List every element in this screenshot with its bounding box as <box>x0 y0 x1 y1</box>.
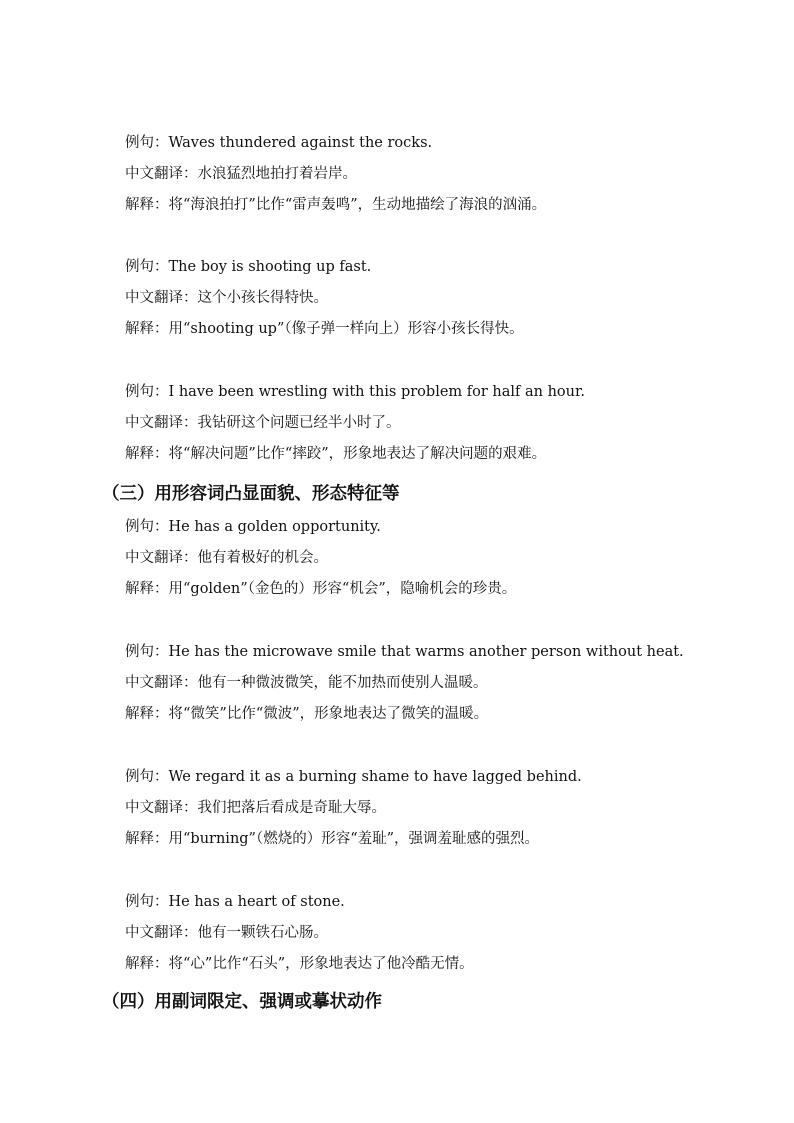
example-4 <box>125 512 765 605</box>
example-translation: 中文翻译：他有一颗铁石心肠。 <box>125 925 328 941</box>
example-explanation: 解释：将“心”比作“石头”，形象地表达了他冷酷无情。 <box>125 956 474 972</box>
example-translation: 中文翻译：这个小孩长得特快。 <box>125 290 328 306</box>
example-explanation: 解释：将“微笑”比作“微波”，形象地表达了微笑的温暖。 <box>125 706 489 722</box>
example-sentence: 例句：He has a heart of stone. <box>125 894 345 910</box>
example-3 <box>125 377 765 470</box>
example-sentence: 例句：We regard it as a burning shame to have lagged behind. <box>125 769 582 785</box>
example-2 <box>125 252 765 345</box>
example-explanation: 解释：用“golden”（金色的）形容“机会”，隐喻机会的珍贵。 <box>125 581 517 597</box>
example-explanation: 解释：将“解决问题”比作“摔跤”，形象地表达了解决问题的艰难。 <box>125 446 547 462</box>
example-1 <box>125 128 765 221</box>
example-explanation: 解释：用“shooting up”（像子弹一样向上）形容小孩长得快。 <box>125 321 524 337</box>
example-sentence: 例句：The boy is shooting up fast. <box>125 259 372 275</box>
example-explanation: 解释：将“海浪拍打”比作“雷声轰鸣”，生动地描绘了海浪的汹涌。 <box>125 197 547 213</box>
example-translation: 中文翻译：他有着极好的机会。 <box>125 550 328 566</box>
example-7 <box>125 887 765 980</box>
example-sentence: 例句：He has a golden opportunity. <box>125 519 381 535</box>
example-6 <box>125 762 765 855</box>
example-sentence: 例句：He has the microwave smile that warms another person without heat. <box>125 644 684 660</box>
example-sentence: 例句：I have been wrestling with this problem for half an hour. <box>125 384 585 400</box>
example-translation: 中文翻译：我钻研这个问题已经半小时了。 <box>125 415 401 431</box>
example-translation: 中文翻译：我们把落后看成是奇耻大辱。 <box>125 800 386 816</box>
example-translation: 中文翻译：他有一种微波微笑，能不加热而使别人温暖。 <box>125 675 488 691</box>
example-explanation: 解释：用“burning”（燃烧的）形容“羞耻”，强调羞耻感的强烈。 <box>125 831 540 847</box>
example-translation: 中文翻译：水浪猛烈地拍打着岩岸。 <box>125 166 357 182</box>
section-heading: （四）用副词限定、强调或摹状动作 <box>102 992 382 1012</box>
section-heading: （三）用形容词凸显面貌、形态特征等 <box>102 484 400 504</box>
example-5 <box>125 637 765 730</box>
example-sentence: 例句：Waves thundered against the rocks. <box>125 135 433 151</box>
